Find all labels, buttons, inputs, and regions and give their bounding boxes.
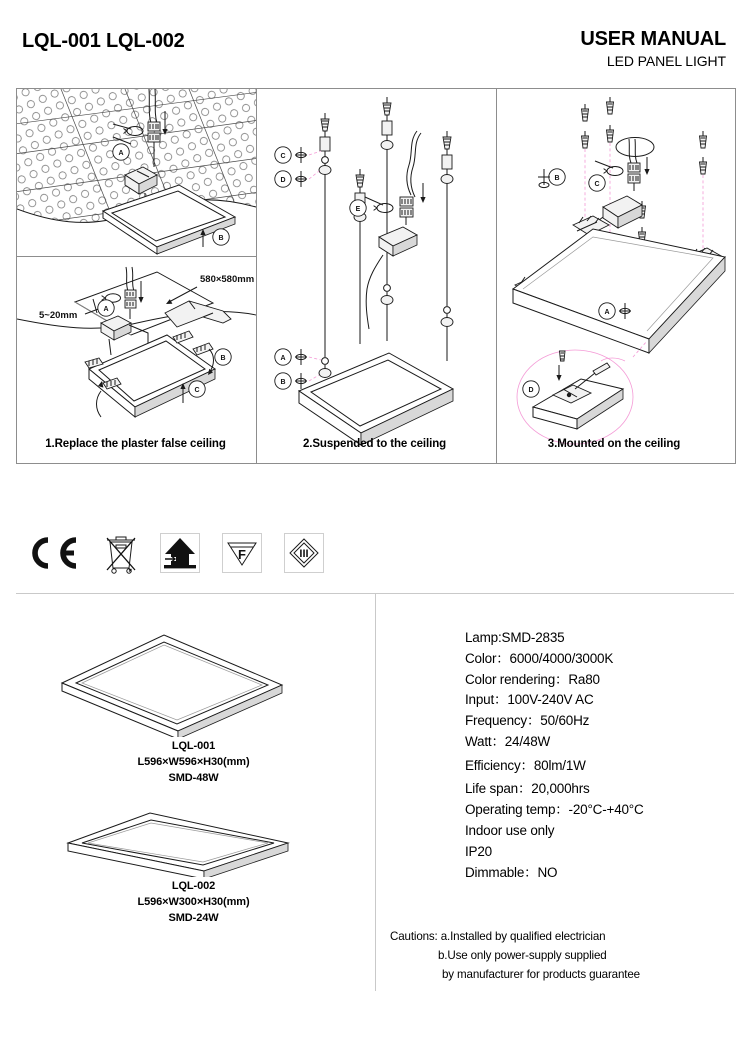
callout-e-label: E xyxy=(355,206,361,213)
false-ceiling-upper-svg xyxy=(17,89,256,256)
cautions-block xyxy=(390,928,730,984)
spec-watt: Watt：24/48W xyxy=(465,733,551,749)
screw-4 xyxy=(607,125,614,142)
install-column-2 xyxy=(257,89,497,463)
callout-b-label: B xyxy=(218,235,224,242)
lql-002-drawing xyxy=(58,807,298,877)
page-title: USER MANUAL xyxy=(580,28,726,50)
callout-a-label-4: A xyxy=(604,309,610,316)
screw-3 xyxy=(607,97,614,114)
spec-dimmable: Dimmable：NO xyxy=(465,864,558,880)
callout-a-label-2: A xyxy=(103,306,109,313)
lql-002-power: SMD-24W xyxy=(168,912,219,925)
callout-group-ab xyxy=(275,349,321,389)
lql-001-size: L596×W596×H30(mm) xyxy=(137,756,250,769)
callout-b-label-3: B xyxy=(280,379,286,386)
suspension-cable-2 xyxy=(354,169,366,344)
screw-5 xyxy=(700,131,707,148)
dimension-5-20-label: 5~20mm xyxy=(39,310,78,321)
callout-c-label-2: C xyxy=(280,153,286,160)
spec-lamp: Lamp:SMD-2835 xyxy=(465,630,565,645)
installation-diagram-table xyxy=(16,88,736,464)
screw-1 xyxy=(582,104,589,121)
header-model-numbers: LQL-001 LQL-002 xyxy=(22,30,185,52)
spec-color: Color：6000/4000/3000K xyxy=(465,650,614,666)
class-three-mark xyxy=(284,533,324,573)
step-1-caption: 1.Replace the plaster false ceiling xyxy=(45,437,226,450)
surface-mounted-svg xyxy=(497,89,735,461)
diagram-false-ceiling-upper xyxy=(17,89,256,257)
hand-tool xyxy=(165,301,231,327)
diagram-suspended xyxy=(257,89,496,463)
f-mark-box xyxy=(222,533,262,573)
f-mark-letter: F xyxy=(238,547,246,562)
certification-marks xyxy=(26,527,324,579)
indoor-mark xyxy=(160,533,200,573)
spec-frequency: Frequency：50/60Hz xyxy=(465,713,590,729)
diagram-surface-mounted xyxy=(497,89,735,463)
caution-line-1: Cautions: a.Installed by qualified electrician xyxy=(390,930,606,943)
callout-group-cd xyxy=(275,147,321,187)
callout-d-label: D xyxy=(280,177,286,184)
lql-001-model: LQL-001 xyxy=(171,740,216,752)
caution-line-2: b.Use only power-supply supplied xyxy=(438,948,607,962)
panel-light-iso-surface xyxy=(513,229,725,353)
weee-bin-icon xyxy=(104,532,138,574)
callout-c-label: C xyxy=(194,387,200,394)
suspension-cable-1 xyxy=(319,113,331,378)
callout-a-label-3: A xyxy=(280,355,286,362)
callout-a-symbol xyxy=(295,349,307,365)
callout-d-symbol xyxy=(295,171,307,187)
indoor-house-icon xyxy=(162,535,198,571)
ce-mark xyxy=(26,536,82,570)
specification-list xyxy=(465,628,745,883)
callout-c-label-3: C xyxy=(594,181,600,188)
dimension-580-label: 580×580mm xyxy=(200,274,255,285)
class-three-icon xyxy=(287,536,321,570)
power-cable-driver xyxy=(365,131,426,329)
suspended-svg xyxy=(257,89,496,461)
spec-life-span: Life span：20,000hrs xyxy=(465,781,590,797)
spec-color-rendering: Color rendering：Ra80 xyxy=(465,671,600,687)
page-header xyxy=(0,0,750,82)
install-column-1 xyxy=(17,89,257,463)
install-column-3 xyxy=(497,89,735,463)
f-mark-icon xyxy=(225,538,259,568)
step-2-caption: 2.Suspended to the ceiling xyxy=(302,437,447,450)
callout-d-label-2: D xyxy=(528,387,534,394)
spec-indoor-use: Indoor use only xyxy=(465,823,555,839)
product-lql-002 xyxy=(16,807,371,925)
screw-6 xyxy=(700,157,707,174)
section-divider-vertical xyxy=(375,593,376,991)
callout-b-label-2: B xyxy=(220,355,226,362)
install-captions xyxy=(16,425,734,462)
f-mark xyxy=(222,533,262,573)
indoor-house-box xyxy=(160,533,200,573)
suspension-cable-4 xyxy=(441,131,453,361)
lql-001-power: SMD-48W xyxy=(168,772,219,785)
class-three-text: III xyxy=(299,548,309,560)
class-three-box xyxy=(284,533,324,573)
page-subtitle: LED PANEL LIGHT xyxy=(606,53,726,69)
ce-mark-icon xyxy=(26,536,82,570)
spec-input: Input：100V-240V AC xyxy=(465,692,594,708)
callout-a-label: A xyxy=(118,150,124,157)
lql-002-size: L596×W300×H30(mm) xyxy=(137,896,250,909)
spec-efficiency: Efficiency：80lm/1W xyxy=(465,757,586,773)
step-3-caption: 3.Mounted on the ceiling xyxy=(547,437,681,450)
lql-002-model: LQL-002 xyxy=(171,880,216,893)
spec-operating-temp: Operating temp：-20°C-+40°C xyxy=(465,802,644,818)
lql-001-drawing xyxy=(52,627,292,737)
callout-b-symbol xyxy=(295,373,307,389)
weee-mark xyxy=(104,532,138,574)
callout-b-label-4: B xyxy=(554,175,560,182)
callout-group-b3 xyxy=(538,169,565,188)
panel-light-iso-2 xyxy=(85,331,215,417)
product-lql-001 xyxy=(16,627,371,785)
product-gallery xyxy=(16,605,371,925)
screw-2 xyxy=(582,131,589,148)
spec-ip-rating: IP20 xyxy=(465,843,492,859)
suspension-cable-3 xyxy=(381,97,393,341)
caution-line-3: by manufacturer for products guarantee xyxy=(442,967,640,981)
callout-c-symbol xyxy=(295,147,307,163)
